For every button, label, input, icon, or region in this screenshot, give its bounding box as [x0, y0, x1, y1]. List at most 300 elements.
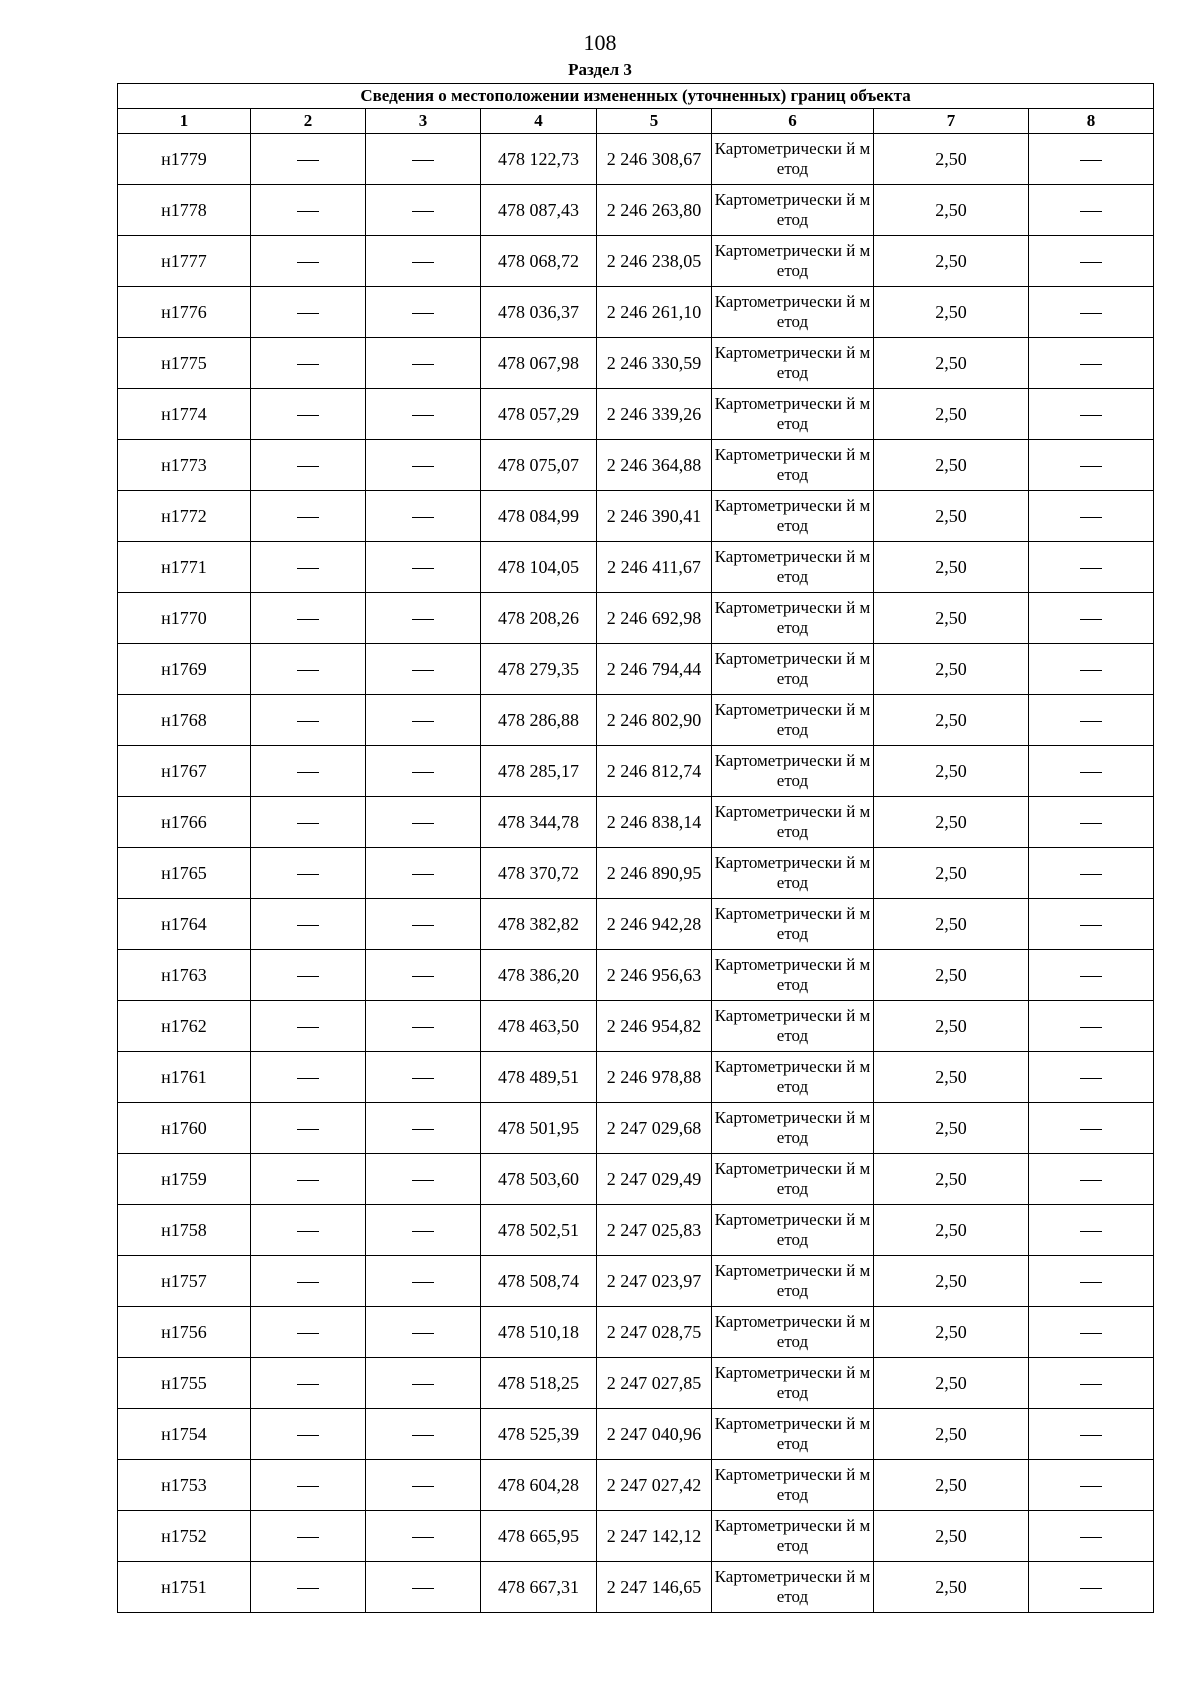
method-cell: Картометрически й метод [712, 695, 874, 746]
method-cell: Картометрически й метод [712, 1154, 874, 1205]
dash-mark [412, 160, 434, 161]
table-caption-row [118, 84, 1154, 109]
dash-mark [1080, 1129, 1102, 1130]
dash-mark [412, 1180, 434, 1181]
precision-cell: 2,50 [874, 1205, 1029, 1256]
dash-mark [297, 1231, 319, 1232]
dash-mark [1080, 976, 1102, 977]
dash-mark [297, 772, 319, 773]
dash-mark [297, 1588, 319, 1589]
column-2-cell [251, 1511, 366, 1562]
y-coordinate-cell: 2 247 028,75 [597, 1307, 712, 1358]
column-2-cell [251, 338, 366, 389]
dash-mark [412, 1282, 434, 1283]
x-coordinate-cell: 478 489,51 [481, 1052, 597, 1103]
y-coordinate-cell: 2 246 364,88 [597, 440, 712, 491]
precision-cell: 2,50 [874, 797, 1029, 848]
y-coordinate-cell: 2 247 025,83 [597, 1205, 712, 1256]
dash-mark [412, 364, 434, 365]
column-header: 4 [481, 109, 597, 134]
y-coordinate-cell: 2 246 411,67 [597, 542, 712, 593]
table-row [118, 491, 1154, 542]
dash-mark [1080, 211, 1102, 212]
column-header: 7 [874, 109, 1029, 134]
dash-mark [412, 517, 434, 518]
column-8-cell [1029, 1103, 1154, 1154]
x-coordinate-cell: 478 665,95 [481, 1511, 597, 1562]
method-cell: Картометрически й метод [712, 1307, 874, 1358]
dash-mark [412, 1588, 434, 1589]
column-3-cell [366, 899, 481, 950]
dash-mark [297, 1333, 319, 1334]
section-title: Раздел 3 [568, 60, 632, 79]
column-8-cell [1029, 287, 1154, 338]
dash-mark [297, 874, 319, 875]
dash-mark [412, 1129, 434, 1130]
column-8-cell [1029, 389, 1154, 440]
y-coordinate-cell: 2 246 238,05 [597, 236, 712, 287]
column-2-cell [251, 440, 366, 491]
column-3-cell [366, 950, 481, 1001]
method-cell: Картометрически й метод [712, 287, 874, 338]
column-3-cell [366, 287, 481, 338]
dash-mark [1080, 721, 1102, 722]
column-3-cell [366, 1358, 481, 1409]
method-cell: Картометрически й метод [712, 1052, 874, 1103]
method-cell: Картометрически й метод [712, 185, 874, 236]
table-row [118, 1052, 1154, 1103]
dash-mark [297, 1435, 319, 1436]
method-cell: Картометрически й метод [712, 797, 874, 848]
method-cell: Картометрически й метод [712, 236, 874, 287]
y-coordinate-cell: 2 246 330,59 [597, 338, 712, 389]
method-cell: Картометрически й метод [712, 542, 874, 593]
column-header: 3 [366, 109, 481, 134]
method-cell: Картометрически й метод [712, 593, 874, 644]
column-3-cell [366, 389, 481, 440]
point-number-cell: н1776 [118, 287, 251, 338]
dash-mark [297, 262, 319, 263]
column-2-cell [251, 1205, 366, 1256]
column-8-cell [1029, 644, 1154, 695]
dash-mark [412, 1486, 434, 1487]
column-3-cell [366, 1307, 481, 1358]
precision-cell: 2,50 [874, 1511, 1029, 1562]
column-8-cell [1029, 236, 1154, 287]
column-3-cell [366, 542, 481, 593]
point-number-cell: н1765 [118, 848, 251, 899]
dash-mark [297, 976, 319, 977]
method-cell: Картометрически й метод [712, 848, 874, 899]
x-coordinate-cell: 478 370,72 [481, 848, 597, 899]
y-coordinate-cell: 2 246 978,88 [597, 1052, 712, 1103]
y-coordinate-cell: 2 246 261,10 [597, 287, 712, 338]
precision-cell: 2,50 [874, 848, 1029, 899]
dash-mark [297, 721, 319, 722]
dash-mark [1080, 772, 1102, 773]
dash-mark [1080, 262, 1102, 263]
x-coordinate-cell: 478 501,95 [481, 1103, 597, 1154]
precision-cell: 2,50 [874, 1052, 1029, 1103]
column-8-cell [1029, 542, 1154, 593]
column-8-cell [1029, 1358, 1154, 1409]
dash-mark [412, 211, 434, 212]
y-coordinate-cell: 2 246 890,95 [597, 848, 712, 899]
column-8-cell [1029, 185, 1154, 236]
dash-mark [1080, 313, 1102, 314]
x-coordinate-cell: 478 084,99 [481, 491, 597, 542]
table-row [118, 1154, 1154, 1205]
column-3-cell [366, 1409, 481, 1460]
precision-cell: 2,50 [874, 440, 1029, 491]
x-coordinate-cell: 478 285,17 [481, 746, 597, 797]
precision-cell: 2,50 [874, 644, 1029, 695]
x-coordinate-cell: 478 087,43 [481, 185, 597, 236]
point-number-cell: н1751 [118, 1562, 251, 1613]
y-coordinate-cell: 2 247 029,49 [597, 1154, 712, 1205]
point-number-cell: н1753 [118, 1460, 251, 1511]
y-coordinate-cell: 2 246 802,90 [597, 695, 712, 746]
table-row [118, 695, 1154, 746]
x-coordinate-cell: 478 104,05 [481, 542, 597, 593]
point-number-cell: н1762 [118, 1001, 251, 1052]
dash-mark [1080, 823, 1102, 824]
column-2-cell [251, 695, 366, 746]
y-coordinate-cell: 2 246 339,26 [597, 389, 712, 440]
dash-mark [297, 313, 319, 314]
precision-cell: 2,50 [874, 1562, 1029, 1613]
column-2-cell [251, 1562, 366, 1613]
x-coordinate-cell: 478 057,29 [481, 389, 597, 440]
column-2-cell [251, 1256, 366, 1307]
table-row [118, 1511, 1154, 1562]
dash-mark [297, 466, 319, 467]
method-cell: Картометрически й метод [712, 1358, 874, 1409]
column-8-cell [1029, 440, 1154, 491]
y-coordinate-cell: 2 247 029,68 [597, 1103, 712, 1154]
column-3-cell [366, 1256, 481, 1307]
x-coordinate-cell: 478 122,73 [481, 134, 597, 185]
dash-mark [412, 1384, 434, 1385]
precision-cell: 2,50 [874, 1307, 1029, 1358]
method-cell: Картометрически й метод [712, 389, 874, 440]
x-coordinate-cell: 478 036,37 [481, 287, 597, 338]
dash-mark [1080, 517, 1102, 518]
column-2-cell [251, 287, 366, 338]
column-2-cell [251, 236, 366, 287]
column-3-cell [366, 185, 481, 236]
x-coordinate-cell: 478 382,82 [481, 899, 597, 950]
table-row [118, 236, 1154, 287]
precision-cell: 2,50 [874, 950, 1029, 1001]
column-3-cell [366, 695, 481, 746]
x-coordinate-cell: 478 508,74 [481, 1256, 597, 1307]
y-coordinate-cell: 2 246 308,67 [597, 134, 712, 185]
point-number-cell: н1778 [118, 185, 251, 236]
x-coordinate-cell: 478 667,31 [481, 1562, 597, 1613]
column-2-cell [251, 593, 366, 644]
x-coordinate-cell: 478 286,88 [481, 695, 597, 746]
point-number-cell: н1761 [118, 1052, 251, 1103]
method-cell: Картометрически й метод [712, 1511, 874, 1562]
precision-cell: 2,50 [874, 287, 1029, 338]
dash-mark [1080, 1027, 1102, 1028]
point-number-cell: н1777 [118, 236, 251, 287]
method-cell: Картометрически й метод [712, 899, 874, 950]
column-2-cell [251, 1001, 366, 1052]
point-number-cell: н1768 [118, 695, 251, 746]
column-2-cell [251, 746, 366, 797]
column-8-cell [1029, 134, 1154, 185]
dash-mark [297, 517, 319, 518]
table-row [118, 440, 1154, 491]
column-3-cell [366, 1511, 481, 1562]
dash-mark [412, 1027, 434, 1028]
y-coordinate-cell: 2 246 390,41 [597, 491, 712, 542]
precision-cell: 2,50 [874, 185, 1029, 236]
y-coordinate-cell: 2 246 956,63 [597, 950, 712, 1001]
precision-cell: 2,50 [874, 1256, 1029, 1307]
x-coordinate-cell: 478 208,26 [481, 593, 597, 644]
column-header-row [118, 109, 1154, 134]
dash-mark [412, 415, 434, 416]
dash-mark [1080, 1333, 1102, 1334]
dash-mark [1080, 619, 1102, 620]
column-3-cell [366, 1052, 481, 1103]
y-coordinate-cell: 2 246 794,44 [597, 644, 712, 695]
precision-cell: 2,50 [874, 695, 1029, 746]
method-cell: Картометрически й метод [712, 1460, 874, 1511]
y-coordinate-cell: 2 246 838,14 [597, 797, 712, 848]
column-8-cell [1029, 1562, 1154, 1613]
dash-mark [412, 619, 434, 620]
column-8-cell [1029, 1256, 1154, 1307]
table-row [118, 287, 1154, 338]
point-number-cell: н1755 [118, 1358, 251, 1409]
x-coordinate-cell: 478 279,35 [481, 644, 597, 695]
column-3-cell [366, 1154, 481, 1205]
dash-mark [412, 466, 434, 467]
dash-mark [1080, 1588, 1102, 1589]
table-row [118, 1409, 1154, 1460]
point-number-cell: н1773 [118, 440, 251, 491]
column-3-cell [366, 644, 481, 695]
point-number-cell: н1763 [118, 950, 251, 1001]
column-3-cell [366, 440, 481, 491]
column-2-cell [251, 134, 366, 185]
point-number-cell: н1766 [118, 797, 251, 848]
dash-mark [297, 364, 319, 365]
column-2-cell [251, 491, 366, 542]
dash-mark [412, 1231, 434, 1232]
y-coordinate-cell: 2 246 692,98 [597, 593, 712, 644]
x-coordinate-cell: 478 604,28 [481, 1460, 597, 1511]
point-number-cell: н1767 [118, 746, 251, 797]
column-3-cell [366, 746, 481, 797]
dash-mark [297, 415, 319, 416]
table-row [118, 1460, 1154, 1511]
precision-cell: 2,50 [874, 1409, 1029, 1460]
y-coordinate-cell: 2 246 812,74 [597, 746, 712, 797]
dash-mark [412, 262, 434, 263]
column-3-cell [366, 593, 481, 644]
table-row [118, 134, 1154, 185]
dash-mark [1080, 160, 1102, 161]
table-row [118, 644, 1154, 695]
method-cell: Картометрически й метод [712, 950, 874, 1001]
dash-mark [1080, 1537, 1102, 1538]
column-2-cell [251, 1052, 366, 1103]
column-3-cell [366, 1001, 481, 1052]
dash-mark [412, 1333, 434, 1334]
column-8-cell [1029, 950, 1154, 1001]
dash-mark [1080, 466, 1102, 467]
precision-cell: 2,50 [874, 1358, 1029, 1409]
page-number: 108 [583, 30, 617, 55]
dash-mark [412, 313, 434, 314]
table-row [118, 899, 1154, 950]
dash-mark [412, 1435, 434, 1436]
method-cell: Картометрически й метод [712, 134, 874, 185]
method-cell: Картометрически й метод [712, 1001, 874, 1052]
column-2-cell [251, 389, 366, 440]
dash-mark [412, 925, 434, 926]
column-3-cell [366, 338, 481, 389]
precision-cell: 2,50 [874, 236, 1029, 287]
column-8-cell [1029, 1154, 1154, 1205]
table-row [118, 848, 1154, 899]
table-row [118, 1307, 1154, 1358]
column-3-cell [366, 797, 481, 848]
dash-mark [1080, 1486, 1102, 1487]
table-body [118, 134, 1154, 1613]
table-caption: Сведения о местоположении измененных (уточненных) границ объекта [118, 84, 1154, 109]
dash-mark [412, 976, 434, 977]
dash-mark [297, 1486, 319, 1487]
boundary-table [117, 83, 1154, 1613]
point-number-cell: н1764 [118, 899, 251, 950]
column-2-cell [251, 797, 366, 848]
point-number-cell: н1772 [118, 491, 251, 542]
precision-cell: 2,50 [874, 1460, 1029, 1511]
precision-cell: 2,50 [874, 134, 1029, 185]
dash-mark [1080, 568, 1102, 569]
dash-mark [297, 160, 319, 161]
table-row [118, 1205, 1154, 1256]
dash-mark [297, 1129, 319, 1130]
dash-mark [1080, 925, 1102, 926]
table-row [118, 1358, 1154, 1409]
precision-cell: 2,50 [874, 746, 1029, 797]
y-coordinate-cell: 2 247 027,85 [597, 1358, 712, 1409]
table-row [118, 542, 1154, 593]
dash-mark [297, 823, 319, 824]
point-number-cell: н1759 [118, 1154, 251, 1205]
column-8-cell [1029, 1205, 1154, 1256]
column-2-cell [251, 644, 366, 695]
column-8-cell [1029, 491, 1154, 542]
method-cell: Картометрически й метод [712, 1205, 874, 1256]
dash-mark [1080, 415, 1102, 416]
dash-mark [1080, 364, 1102, 365]
column-2-cell [251, 950, 366, 1001]
point-number-cell: н1769 [118, 644, 251, 695]
point-number-cell: н1771 [118, 542, 251, 593]
precision-cell: 2,50 [874, 1103, 1029, 1154]
y-coordinate-cell: 2 247 040,96 [597, 1409, 712, 1460]
method-cell: Картометрически й метод [712, 1103, 874, 1154]
column-8-cell [1029, 695, 1154, 746]
table-row [118, 389, 1154, 440]
dash-mark [1080, 1231, 1102, 1232]
dash-mark [412, 721, 434, 722]
table-row [118, 746, 1154, 797]
column-8-cell [1029, 848, 1154, 899]
x-coordinate-cell: 478 386,20 [481, 950, 597, 1001]
x-coordinate-cell: 478 502,51 [481, 1205, 597, 1256]
column-3-cell [366, 1460, 481, 1511]
dash-mark [412, 1537, 434, 1538]
precision-cell: 2,50 [874, 491, 1029, 542]
dash-mark [412, 670, 434, 671]
column-2-cell [251, 1460, 366, 1511]
y-coordinate-cell: 2 247 023,97 [597, 1256, 712, 1307]
column-2-cell [251, 1307, 366, 1358]
dash-mark [297, 619, 319, 620]
dash-mark [1080, 670, 1102, 671]
point-number-cell: н1760 [118, 1103, 251, 1154]
dash-mark [297, 925, 319, 926]
point-number-cell: н1774 [118, 389, 251, 440]
dash-mark [412, 823, 434, 824]
point-number-cell: н1754 [118, 1409, 251, 1460]
y-coordinate-cell: 2 246 954,82 [597, 1001, 712, 1052]
column-3-cell [366, 1103, 481, 1154]
column-8-cell [1029, 1460, 1154, 1511]
point-number-cell: н1770 [118, 593, 251, 644]
x-coordinate-cell: 478 344,78 [481, 797, 597, 848]
table-row [118, 1001, 1154, 1052]
table-row [118, 1103, 1154, 1154]
precision-cell: 2,50 [874, 389, 1029, 440]
precision-cell: 2,50 [874, 1154, 1029, 1205]
column-2-cell [251, 1409, 366, 1460]
y-coordinate-cell: 2 247 142,12 [597, 1511, 712, 1562]
table-row [118, 338, 1154, 389]
point-number-cell: н1756 [118, 1307, 251, 1358]
table-row [118, 1562, 1154, 1613]
point-number-cell: н1752 [118, 1511, 251, 1562]
dash-mark [297, 1384, 319, 1385]
method-cell: Картометрически й метод [712, 1409, 874, 1460]
column-3-cell [366, 134, 481, 185]
x-coordinate-cell: 478 075,07 [481, 440, 597, 491]
method-cell: Картометрически й метод [712, 440, 874, 491]
column-2-cell [251, 1103, 366, 1154]
x-coordinate-cell: 478 067,98 [481, 338, 597, 389]
column-8-cell [1029, 1409, 1154, 1460]
point-number-cell: н1779 [118, 134, 251, 185]
method-cell: Картометрически й метод [712, 1256, 874, 1307]
column-8-cell [1029, 746, 1154, 797]
column-8-cell [1029, 1307, 1154, 1358]
dash-mark [297, 1027, 319, 1028]
method-cell: Картометрически й метод [712, 491, 874, 542]
method-cell: Картометрически й метод [712, 644, 874, 695]
table-row [118, 593, 1154, 644]
method-cell: Картометрически й метод [712, 338, 874, 389]
column-3-cell [366, 236, 481, 287]
